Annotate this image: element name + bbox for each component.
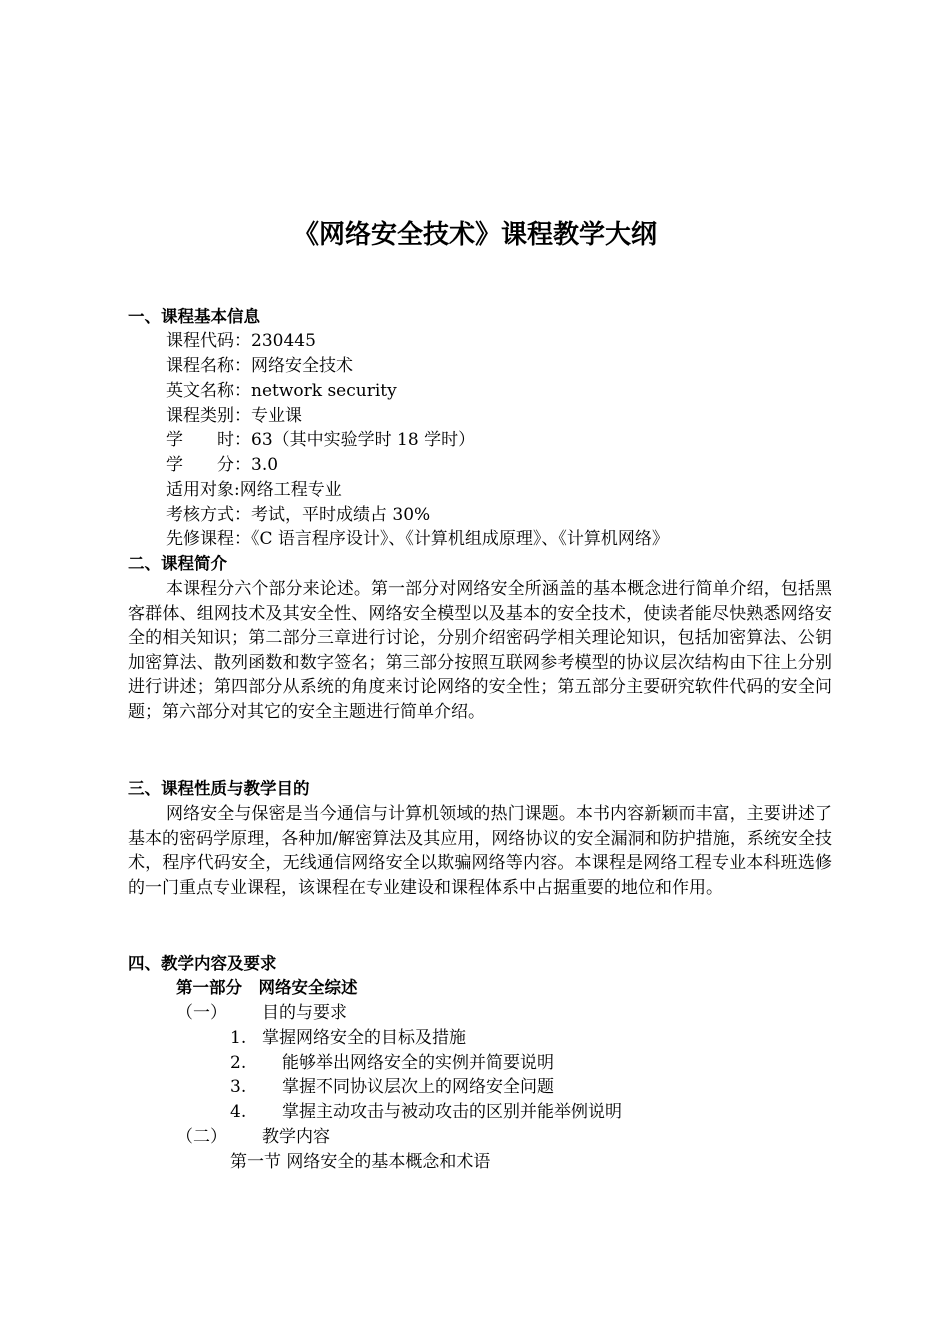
list-item: 掌握主动攻击与被动攻击的区别并能举例说明 [282,1102,622,1122]
course-hours: 学 时：63（其中实验学时 18 学时） [166,430,476,450]
document-title: 《网络安全技术》课程教学大纲 [292,220,657,250]
goals-label: 目的与要求 [262,1003,347,1023]
section-1-heading: 一、课程基本信息 [128,307,260,326]
content-number: （二） [176,1127,227,1147]
section-3-body: 网络安全与保密是当今通信与计算机领域的热门课题。本书内容新颖而丰富，主要讲述了基本的密码学原理，各种加/解密算法及其应用，网络协议的安全漏洞和防护措施，系统安全技术，程序代码安全，无线通信网络安全以欺骗网络等内容。本课程是网络工程专业本科班选修的一门重点专业课程，该课程在专业建设和课程体系中占据重要的地位和作用。 [128,804,832,898]
course-name: 课程名称：网络安全技术 [166,356,353,376]
content-label: 教学内容 [262,1127,330,1147]
section-3-heading: 三、课程性质与教学目的 [128,779,310,798]
course-credits: 学 分：3.0 [166,455,279,475]
list-item: 掌握网络安全的目标及措施 [262,1028,466,1048]
list-item-number: 2. [230,1053,247,1073]
section-1-title: 第一节 网络安全的基本概念和术语 [230,1152,491,1172]
list-item-number: 1. [230,1028,247,1048]
section-2-heading: 二、课程简介 [128,554,227,573]
course-audience: 适用对象:网络工程专业 [166,480,342,500]
course-assessment: 考核方式：考试，平时成绩占 30% [166,505,431,525]
section-4-heading: 四、教学内容及要求 [128,954,277,973]
list-item-number: 4. [230,1102,247,1122]
list-item-number: 3. [230,1077,247,1097]
course-english-name: 英文名称：network security [166,381,397,401]
section-2-body: 本课程分六个部分来论述。第一部分对网络安全所涵盖的基本概念进行简单介绍，包括黑客群体、组网技术及其安全性、网络安全模型以及基本的安全技术，使读者能尽快熟悉网络安全的相关知识；第二部分三章进行讨论，分别介绍密码学相关理论知识，包括加密算法、公钥加密算法、散列函数和数字签名；第三部分按照互联网参考模型的协议层次结构由下往上分别进行讲述；第四部分从系统的角度来讨论网络的安全性；第五部分主要研究软件代码的安全问题；第六部分对其它的安全主题进行简单介绍。 [128,579,832,722]
list-item: 能够举出网络安全的实例并简要说明 [282,1053,554,1073]
part-1-heading: 第一部分 网络安全综述 [176,978,358,997]
course-code: 课程代码：230445 [166,331,316,351]
course-prerequisites: 先修课程：《C 语言程序设计》、《计算机组成原理》、《计算机网络》 [166,529,669,549]
list-item: 掌握不同协议层次上的网络安全问题 [282,1077,554,1097]
course-category: 课程类别：专业课 [166,406,302,426]
goals-number: （一） [176,1003,227,1023]
